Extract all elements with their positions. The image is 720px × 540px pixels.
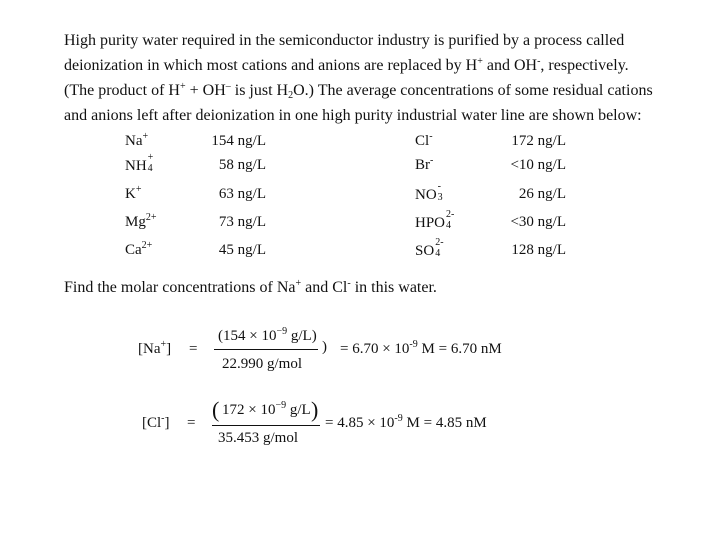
- cation-name: NH + 4: [125, 152, 154, 174]
- cation-value: 45 ng/L: [218, 242, 266, 258]
- anion-value: 172 ng/L: [511, 133, 566, 149]
- eq1-lhs: [Na+]: [138, 339, 172, 357]
- eq2-equals: =: [187, 415, 196, 431]
- eq2-numerator: $172 \times 10^{-9}$ g/L: [222, 400, 311, 418]
- cation-value: 154 ng/L: [211, 133, 266, 149]
- anion-value: <10 ng/L: [510, 157, 566, 173]
- intro-line-1: High purity water required in the semiconductor industry is purified by a process called: [64, 32, 625, 49]
- cation-name: $Ca^{2+}$: [125, 240, 153, 258]
- anion-name: NO - 3: [415, 181, 443, 203]
- anion-name: Cl-: [415, 131, 433, 149]
- eq1-fraction-bar: [214, 349, 318, 350]
- question-text: Find the molar concentrations of Na+ and Cl- in this water.: [64, 278, 437, 296]
- cation-name: K+: [125, 184, 142, 202]
- eq1-result: = $6.70 \times 10^{-9}$ M = 6.70 nM: [340, 339, 502, 357]
- cation-name: $Mg^{2+}$: [125, 212, 157, 230]
- eq2-fraction-bar: [212, 425, 320, 426]
- anion-name: SO 2- 4: [415, 237, 444, 259]
- cation-name: Na+: [125, 131, 149, 149]
- intro-paragraph: [64, 28, 700, 128]
- cation-value: 58 ng/L: [218, 157, 266, 173]
- eq2-result: = $4.85 \times 10^{-9}$ M = 4.85 nM: [325, 413, 487, 431]
- eq1-numerator: ($154 \times 10^{-9}$ g/L): [218, 326, 317, 344]
- intro-line-4: and anions left after deionization in one high purity industrial water line are shown below:: [64, 107, 642, 124]
- cation-value: 73 ng/L: [218, 214, 266, 230]
- eq1-denominator: 22.990 g/mol: [222, 356, 303, 372]
- cation-value: 63 ng/L: [218, 186, 266, 202]
- intro-line-3: (The product of H+ + OH– is just $H_2O$.) The average concentrations of some residual cations: [64, 81, 653, 101]
- anion-name: Br-: [415, 155, 434, 173]
- anion-name: HPO 2- 4: [415, 209, 455, 231]
- intro-line-2: deionization in which most cations and anions are replaced by H+ and OH-, respectively.: [64, 56, 629, 74]
- eq2-open-paren: (: [212, 397, 220, 422]
- eq2-denominator: 35.453 g/mol: [218, 430, 299, 446]
- anion-value: <30 ng/L: [510, 214, 566, 230]
- eq2-close-paren: ): [311, 397, 319, 422]
- anion-value: 26 ng/L: [518, 186, 566, 202]
- eq1-equals: =: [189, 341, 198, 357]
- eq2-lhs: [Cl-]: [142, 413, 170, 431]
- anion-value: 128 ng/L: [511, 242, 566, 258]
- eq1-close-paren: ): [322, 339, 327, 355]
